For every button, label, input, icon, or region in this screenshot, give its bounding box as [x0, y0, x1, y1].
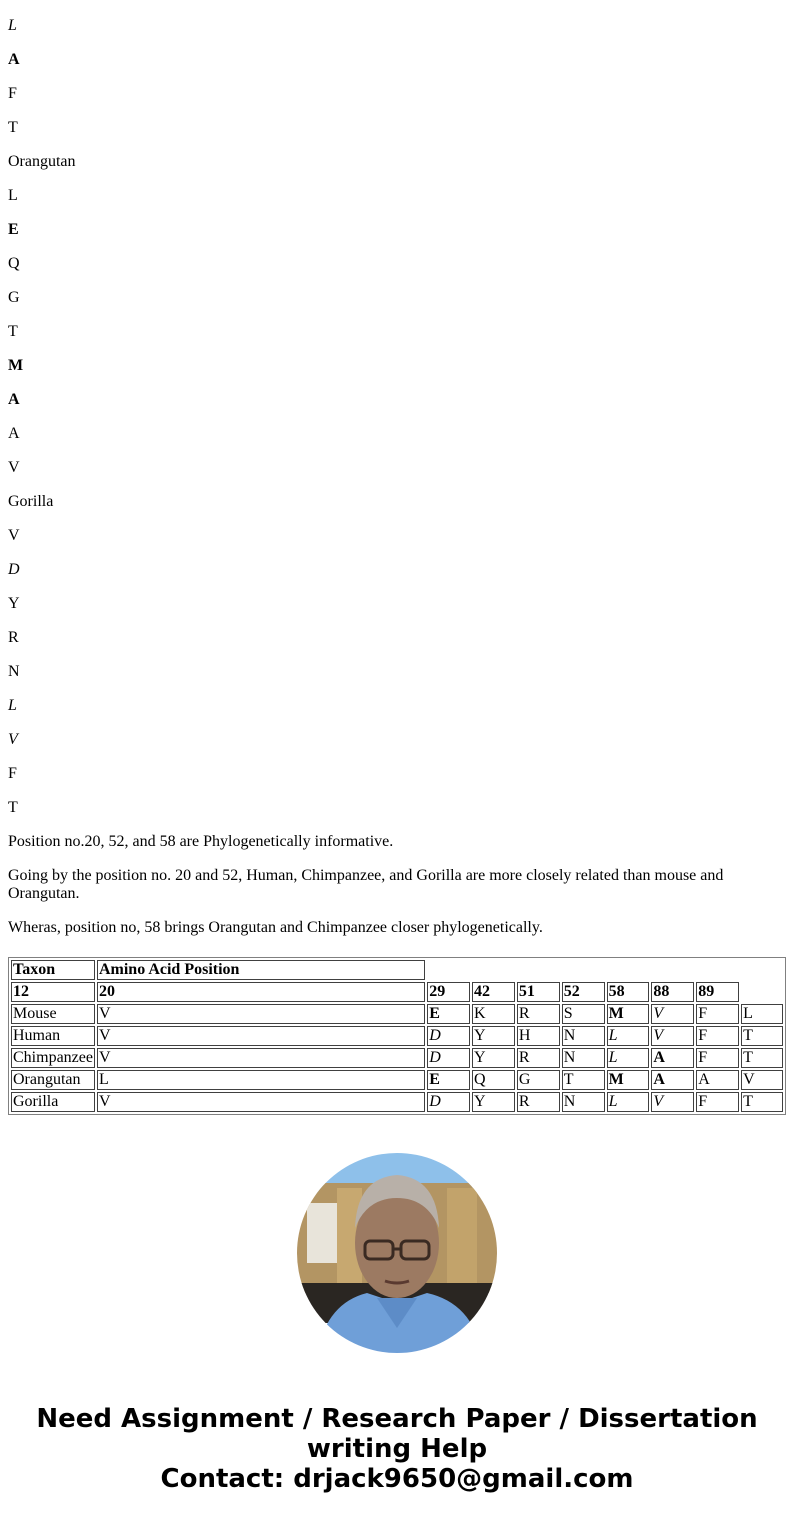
taxon-cell: Chimpanzee — [13, 1049, 93, 1066]
amino-acid-cell: R — [517, 1092, 560, 1112]
amino-acid-cell: S — [562, 1004, 605, 1024]
amino-acid-cell: R — [517, 1048, 560, 1068]
sequence-line: E — [8, 221, 19, 238]
author-photo-icon — [297, 1153, 497, 1353]
amino-acid-cell: L — [607, 1026, 650, 1046]
amino-acid-cell: D — [427, 1048, 470, 1068]
sequence-line: F — [8, 85, 17, 102]
amino-acid-cell: N — [562, 1026, 605, 1046]
position-spacer — [741, 982, 783, 1002]
table-row — [11, 1092, 783, 1112]
amino-acid-cell: V — [651, 1004, 694, 1024]
sequence-line: D — [8, 561, 20, 578]
amino-acid-cell: F — [696, 1092, 739, 1112]
amino-acid-cell: T — [741, 1092, 783, 1112]
sequence-line: L — [8, 187, 18, 204]
sequence-line: R — [8, 629, 19, 646]
amino-acid-cell: K — [472, 1004, 515, 1024]
sequence-line: Q — [8, 255, 20, 272]
sequence-line: L — [8, 17, 17, 34]
position-header-cell: 20 — [97, 982, 425, 1002]
header-amino-acid-position: Amino Acid Position — [97, 960, 425, 980]
promo-line-1: Need Assignment / Research Paper / Dissertation — [36, 1404, 758, 1434]
amino-acid-cell: E — [427, 1070, 470, 1090]
amino-acid-cell: E — [427, 1004, 470, 1024]
table-positions-row — [11, 982, 783, 1002]
amino-acid-cell: V — [741, 1070, 783, 1090]
amino-acid-cell: V — [651, 1026, 694, 1046]
amino-acid-cell: Q — [472, 1070, 515, 1090]
amino-acid-cell: A — [651, 1070, 694, 1090]
amino-acid-cell: V — [97, 1048, 425, 1068]
position-header-cell: 52 — [562, 982, 605, 1002]
taxon-cell: Gorilla — [11, 1092, 95, 1112]
sequence-line: Orangutan — [8, 153, 76, 170]
sequence-line: M — [8, 357, 24, 374]
amino-acid-cell: L — [741, 1004, 783, 1024]
sequence-line: T — [8, 323, 18, 340]
amino-acid-cell: G — [517, 1070, 560, 1090]
sequence-line: F — [8, 765, 17, 782]
amino-acid-cell: V — [651, 1092, 694, 1112]
amino-acid-cell: T — [562, 1070, 605, 1090]
amino-acid-cell: V — [97, 1092, 425, 1112]
table-header-row — [11, 960, 783, 980]
amino-acid-cell: D — [427, 1092, 470, 1112]
sequence-listing — [8, 0, 786, 817]
amino-acid-cell: L — [97, 1070, 425, 1090]
amino-acid-cell: V — [97, 1026, 425, 1046]
table-row — [11, 1004, 783, 1024]
taxon-cell: Mouse — [11, 1004, 95, 1024]
amino-acid-cell: Y — [472, 1026, 515, 1046]
amino-acid-cell: F — [696, 1048, 739, 1068]
amino-acid-cell: R — [517, 1004, 560, 1024]
table-row — [11, 1026, 783, 1046]
sequence-line: T — [8, 119, 18, 136]
sequence-line: A — [8, 391, 20, 408]
amino-acid-cell: M — [607, 1004, 650, 1024]
paragraph-informative-positions: Position no.20, 52, and 58 are Phylogenetically informative. — [8, 833, 394, 850]
document-body — [8, 0, 786, 953]
sequence-line: Y — [8, 595, 20, 612]
sequence-line: T — [8, 799, 18, 816]
promo-line-2: writing Help — [306, 1434, 488, 1464]
taxon-cell: Orangutan — [11, 1070, 95, 1090]
amino-acid-cell: L — [607, 1092, 650, 1112]
author-avatar — [297, 1153, 497, 1353]
amino-acid-cell: A — [651, 1048, 694, 1068]
sequence-line: A — [8, 51, 20, 68]
sequence-line — [8, 0, 786, 1]
sequence-line: V — [8, 459, 20, 476]
amino-acid-table — [8, 957, 786, 1115]
amino-acid-cell: M — [607, 1070, 650, 1090]
header-spacer — [427, 960, 783, 980]
promo-footer — [0, 1404, 794, 1494]
position-header-cell: 58 — [607, 982, 650, 1002]
position-header-cell: 51 — [517, 982, 560, 1002]
sequence-line: L — [8, 697, 17, 714]
amino-acid-cell: F — [696, 1026, 739, 1046]
amino-acid-cell: D — [427, 1026, 470, 1046]
amino-acid-cell: N — [562, 1092, 605, 1112]
sequence-line: V — [8, 527, 20, 544]
paragraph-relatedness: Going by the position no. 20 and 52, Human, Chimpanzee, and Gorilla are more closely related than mouse and Orangutan. — [8, 867, 724, 902]
amino-acid-cell: Y — [472, 1092, 515, 1112]
header-taxon: Taxon — [11, 960, 95, 980]
amino-acid-cell: V — [97, 1004, 425, 1024]
position-header-cell: 29 — [427, 982, 470, 1002]
table-row — [11, 1070, 783, 1090]
position-header-cell: 89 — [696, 982, 739, 1002]
position-header-cell: 42 — [472, 982, 515, 1002]
amino-acid-cell: L — [607, 1048, 650, 1068]
sequence-line: Gorilla — [8, 493, 54, 510]
sequence-line: A — [8, 425, 20, 442]
sequence-line: G — [8, 289, 20, 306]
sequence-line: V — [8, 731, 18, 748]
position-header-cell: 12 — [11, 982, 95, 1002]
promo-contact: Contact: drjack9650@gmail.com — [160, 1464, 634, 1494]
amino-acid-cell: T — [741, 1048, 783, 1068]
taxon-cell: Human — [11, 1026, 95, 1046]
table-row — [11, 1048, 783, 1068]
sequence-line: N — [8, 663, 20, 680]
amino-acid-cell: A — [696, 1070, 739, 1090]
amino-acid-cell: F — [696, 1004, 739, 1024]
amino-acid-cell: N — [562, 1048, 605, 1068]
position-header-cell: 88 — [651, 982, 694, 1002]
amino-acid-cell: Y — [472, 1048, 515, 1068]
amino-acid-cell: H — [517, 1026, 560, 1046]
paragraph-position-58: Wheras, position no, 58 brings Orangutan and Chimpanzee closer phylogenetically. — [8, 919, 543, 936]
amino-acid-cell: T — [741, 1026, 783, 1046]
